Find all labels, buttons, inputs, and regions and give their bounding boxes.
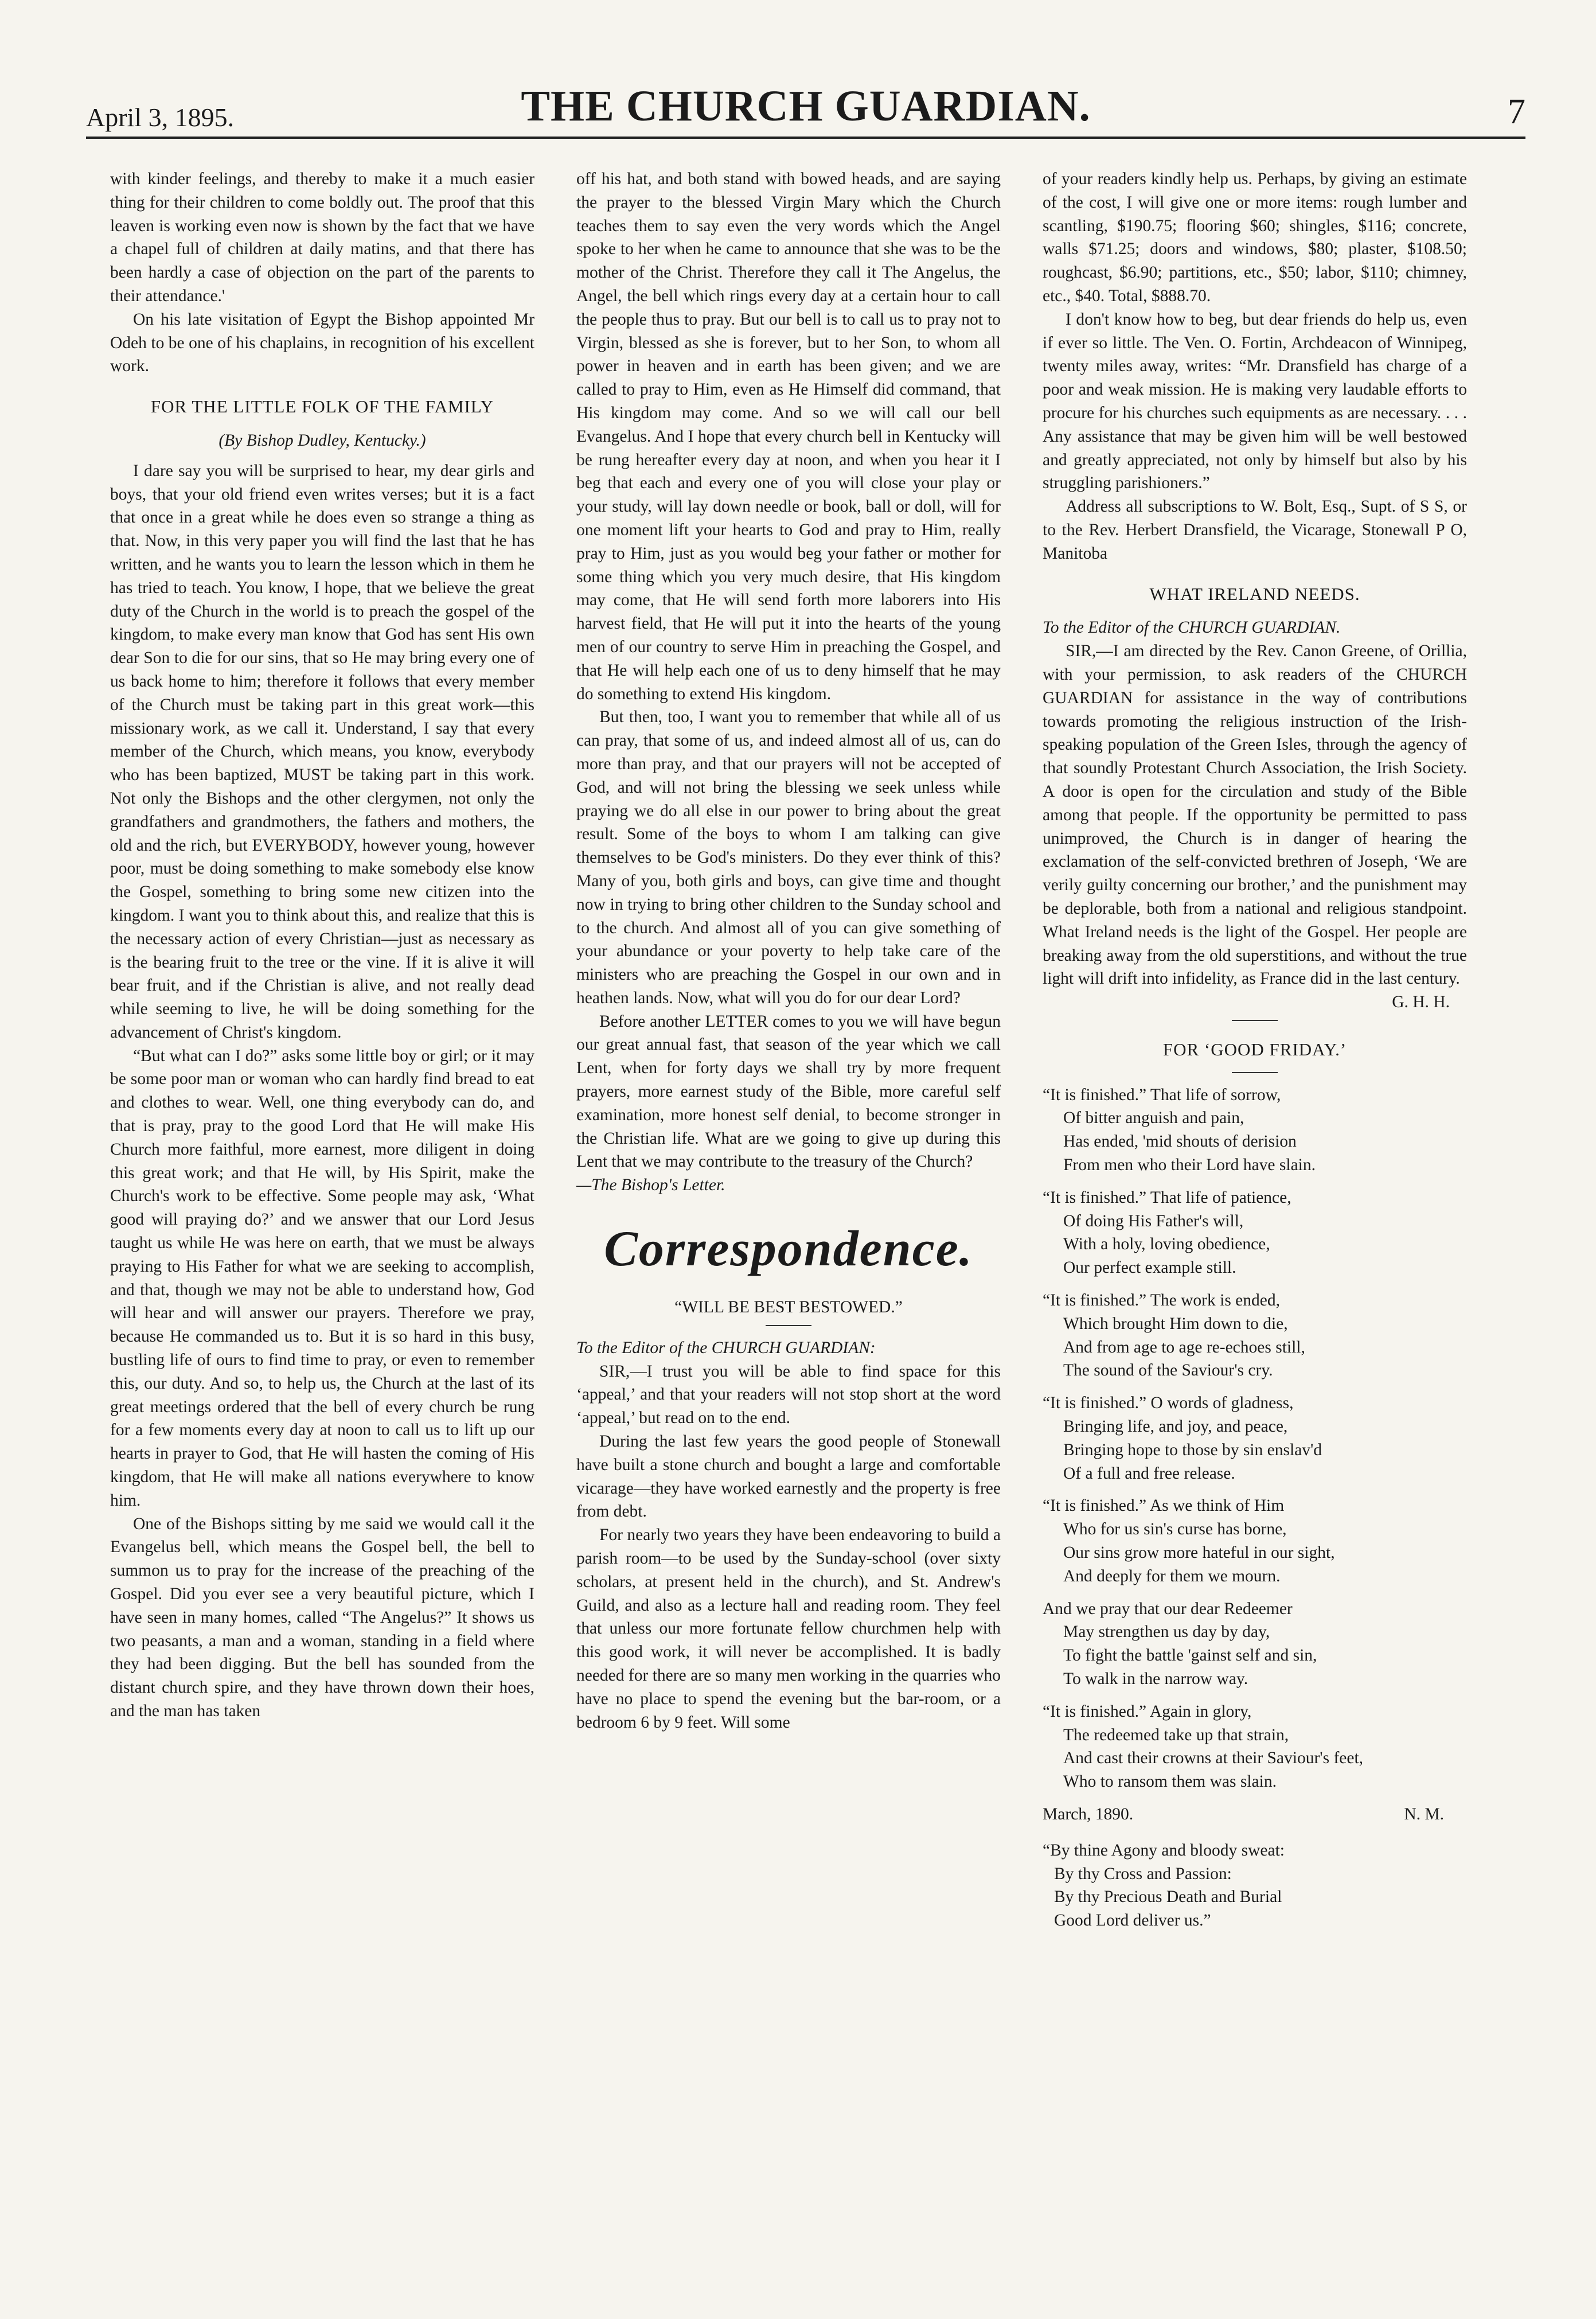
article-byline: (By Bishop Dudley, Kentucky.) — [218, 431, 426, 450]
poem-stanza — [1043, 1186, 1467, 1280]
poem-line: The sound of the Saviour's cry. — [1063, 1361, 1273, 1380]
poem-date: March, 1890. — [1043, 1805, 1134, 1823]
divider — [766, 1325, 811, 1326]
poem-stanza — [1043, 1597, 1467, 1691]
divider — [1232, 1020, 1278, 1021]
poem-line: “It is finished.” As we think of Him — [1043, 1496, 1285, 1515]
newspaper-title: THE CHURCH GUARDIAN. — [521, 82, 1091, 130]
paragraph: I don't know how to beg, but dear friends do help us, even if ever so little. The Ven. O. Fortin, Archdeacon of Winnipeg, twenty miles away, writes: “Mr. Dransfield has charge of a poor and weak mission. He is making very laudable efforts to procure for his churches such equipments as are necessary. . . . Any assistance that may be given him will be well bestowed and greatly appreciated, not only by himself but also by his struggling parishioners.” — [1043, 310, 1467, 493]
poem-line: Bringing hope to those by sin enslav'd — [1063, 1440, 1322, 1459]
masthead-rule — [86, 137, 1525, 139]
paragraph: On his late visitation of Egypt the Bishop appointed Mr Odeh to be one of his chaplains, in recognition of his excellent work. — [110, 310, 534, 376]
masthead — [86, 69, 1525, 138]
poem-line: “It is finished.” That life of sorrow, — [1043, 1085, 1281, 1104]
poem-line: Has ended, 'mid shouts of derision — [1063, 1132, 1297, 1151]
divider — [1232, 1072, 1278, 1073]
section-heading-correspondence: Correspondence. — [604, 1221, 973, 1277]
poem-line: Who to ransom them was slain. — [1063, 1772, 1277, 1791]
litany-line: By thy Cross and Passion: — [1054, 1864, 1232, 1883]
poem-line: And deeply for them we mourn. — [1063, 1566, 1281, 1585]
poem-line: To fight the battle 'gainst self and sin, — [1063, 1646, 1317, 1665]
paragraph: of your readers kindly help us. Perhaps, by giving an estimate of the cost, I will give one or more items: rough lumber and scantling, $190.75; flooring $60; shingles, $116; concrete, walls $71.25; doors and windows, $80; plaster, $108.50; roughcast, $6.90; partitions, etc., $50; labor, $110; chimney, etc., $40. Total, $888.70. — [1043, 170, 1467, 305]
poem-line: Our sins grow more hateful in our sight, — [1063, 1544, 1335, 1562]
article-heading: WHAT IRELAND NEEDS. — [1149, 583, 1360, 604]
column-1 — [110, 167, 534, 1723]
paragraph: One of the Bishops sitting by me said we would call it the Evangelus bell, which means the Gospel bell, the bell to summon us to pray for the increase of the preaching of the Gospel. Did you ever see a very beautiful picture, which I have seen in many homes, called “The Angelus?” It shows us two peasants, a man and a woman, standing in a field where they had been digging. But the bell has sounded from the distant church spire, and they have thrown down their hoes, and the man has taken — [110, 1514, 534, 1720]
paragraph: I dare say you will be surprised to hear, my dear girls and boys, that your old friend even writes verses; but it is a fact that once in a great while he does even so strange a thing as that. Now, in this very paper you will find the last that he has written, and he wants you to learn the lesson which in them he has tried to teach. You know, I hope, that we believe the great duty of the Church in the world is to preach the gospel of the kingdom, to make every man know that God has sent His own dear Son to die for our sins, that so He may bring every one of us back home to him; therefore it follows that every member of the Church must be taking part in this great work—this missionary work, as we call it. Understand, I say that every member of the Church, which means, you know, everybody who has been baptized, MUST be taking part in this work. Not only the Bishops and the other clergymen, not only the grandfathers and grandmothers, the fathers and mothers, the old and the rich, but EVERYBODY, however young, however poor, must be doing something to make somebody else know the Gospel, something to bring some new citizen into the kingdom. I want you to think about this, and realize that this is the necessary action of every Christian—just as necessary as is the bearing fruit to the tree or the vine. If it is alive it will bear fruit, and if the Christian is alive, and not really dead while seeming to live, he will be doing something for the advancement of Christ's kingdom. — [110, 461, 534, 1042]
paragraph: Address all subscriptions to W. Bolt, Esq., Supt. of S S, or to the Rev. Herbert Dransfield, the Vicarage, Stonewall P O, Manitoba — [1043, 497, 1467, 563]
issue-date: April 3, 1895. — [86, 103, 235, 132]
paragraph: SIR,—I am directed by the Rev. Canon Greene, of Orillia, with your permission, to ask readers of the CHURCH GUARDIAN for assistance in the way of contributions towards promoting the religious instruction of the Irish-speaking population of the Green Isles, through the agency of that soundly Protestant Church Association, the Irish Society. A door is open for the circulation and study of the Bible among that people. If the opportunity be permitted to pass unimproved, the Church is in danger of hearing the exclamation of the self-convicted brethren of Joseph, ‘We are verily guilty concerning our brother,’ and the punishment may be deplorable, both from a national and religious standpoint. What Ireland needs is the light of the Gospel. Her people are breaking away from the old superstitions, and without the true light will drift into infidelity, as France did in the last century. — [1043, 642, 1467, 988]
poem-line: “It is finished.” The work is ended, — [1043, 1291, 1280, 1310]
poem-line: Of bitter anguish and pain, — [1063, 1109, 1244, 1128]
poem-line: “It is finished.” O words of gladness, — [1043, 1394, 1294, 1413]
litany-line: Good Lord deliver us.” — [1054, 1911, 1211, 1930]
letter-salutation: To the Editor of the CHURCH GUARDIAN. — [1043, 618, 1341, 637]
poem-heading: FOR ‘GOOD FRIDAY.’ — [1162, 1039, 1347, 1059]
paragraph: But then, too, I want you to remember that while all of us can pray, that some of us, and indeed almost all of us, can do more than pray, and that our prayers will not be accepted of God, and will not bring the blessing we seek unless while praying we do all else in our power to bring about the great result. Some of the boys to whom I am talking can give themselves to be God's ministers. Do they ever think of this? Many of you, both girls and boys, can give time and thought now in trying to bring other children to the Sunday school and to the church. And almost all of you can give something of your abundance or your poverty to help take care of the ministers who are preaching the Gospel in our own and in heathen lands. Now, what will you do for our dear Lord? — [576, 708, 1001, 1007]
paragraph: During the last few years the good people of Stonewall have built a stone church and bought a large and comfortable vicarage—they have worked earnestly and the property is free from debt. — [576, 1432, 1001, 1521]
poem-line: And from age to age re-echoes still, — [1063, 1338, 1305, 1357]
litany-line: “By thine Agony and bloody sweat: — [1043, 1841, 1285, 1860]
letter-signature: G. H. H. — [1392, 993, 1450, 1012]
page-number: 7 — [1508, 92, 1525, 131]
letter-signature: —The Bishop's Letter. — [576, 1176, 725, 1195]
poem-stanza — [1043, 1494, 1467, 1588]
poem-line: With a holy, loving obedience, — [1063, 1235, 1270, 1254]
paragraph: SIR,—I trust you will be able to find space for this ‘appeal,’ and that your readers will not stop short at the word ‘appeal,’ but read on to the end. — [576, 1362, 1001, 1428]
poem-line: Our perfect example still. — [1063, 1258, 1236, 1277]
poem-author: N. M. — [1404, 1805, 1444, 1823]
poem-line: Which brought Him down to die, — [1063, 1314, 1288, 1333]
paragraph: For nearly two years they have been endeavoring to build a parish room—to be used by the Sunday-school (over sixty scholars, at present held in the church), and St. Andrew's Guild, and also as a lecture hall and reading room. They feel that unless our more fortunate fellow churchmen help with this good work, it will never be accomplished. It is badly needed for there are so many men working in the quarries who have no place to spend the evening but the bar-room, or a bedroom 6 by 9 feet. Will some — [576, 1526, 1001, 1732]
article-heading: FOR THE LITTLE FOLK OF THE FAMILY — [150, 396, 494, 417]
poem-line: “It is finished.” That life of patience, — [1043, 1188, 1291, 1207]
paragraph: with kinder feelings, and thereby to make it a much easier thing for their children to come boldly out. The proof that this leaven is working even now is shown by the fact that we have a chapel full of children at daily matins, and that there has been hardly a case of objection on the part of the parents to their attendance.' — [110, 170, 534, 305]
poem-stanza — [1043, 1084, 1467, 1177]
poem-line: To walk in the narrow way. — [1063, 1670, 1248, 1689]
column-3 — [1043, 167, 1467, 1932]
poem-line: Who for us sin's curse has borne, — [1063, 1520, 1287, 1539]
column-2 — [576, 167, 1001, 1734]
poem-stanza — [1043, 1700, 1467, 1794]
poem-line: Of a full and free release. — [1063, 1464, 1235, 1483]
poem-line: Bringing life, and joy, and peace, — [1063, 1417, 1288, 1436]
poem-line: The redeemed take up that strain, — [1063, 1725, 1289, 1744]
poem-line: And cast their crowns at their Saviour's feet, — [1063, 1749, 1364, 1768]
poem-line: “It is finished.” Again in glory, — [1043, 1702, 1252, 1721]
poem-line: Of doing His Father's will, — [1063, 1211, 1244, 1230]
litany — [1043, 1839, 1467, 1932]
poem-line: May strengthen us day by day, — [1063, 1623, 1270, 1642]
poem-stanza — [1043, 1289, 1467, 1382]
poem-stanza — [1043, 1392, 1467, 1485]
poem — [1043, 1084, 1467, 1794]
poem-line: And we pray that our dear Redeemer — [1043, 1599, 1293, 1618]
paragraph: “But what can I do?” asks some little boy or girl; or it may be some poor man or woman who can hardly find bread to eat and clothes to wear. Well, one thing everybody can do, and that is pray, pray to the good Lord that He will make His Church more faithful, more earnest, more diligent in doing this great work; and that He will, by His Spirit, make the Church's work to be effective. Some people may ask, ‘What good will praying do?’ and we answer that our Lord Jesus taught us while He was here on earth, that we must be always praying to His Father for what we are seeking to accomplish, and that, though we may not be able to understand how, God will hear and will answer our prayers. Therefore we pray, because He commanded us to. But it is so hard in this busy, bustling life of ours to find time to pray, or even to remember this, our duty. And so, to help us, the Church at the last of its great meetings ordered that the bell of every church be rung for a few moments every day at noon to call us to lift up our hearts in prayer to God, that He will hasten the coming of His kingdom, that He will make all nations everywhere to know him. — [110, 1046, 534, 1510]
letter-title: “WILL BE BEST BESTOWED.” — [674, 1298, 903, 1317]
paragraph: Before another LETTER comes to you we will have begun our great annual fast, that season of the year which we call Lent, when for forty days we shall try by more frequent prayers, more earnest study of the Bible, more careful self examination, more honest self denial, to become stronger in the Christian life. What are we going to give up during this Lent that we may contribute to the treasury of the Church? — [576, 1012, 1001, 1171]
poem-line: From men who their Lord have slain. — [1063, 1156, 1316, 1175]
litany-line: By thy Precious Death and Burial — [1054, 1888, 1282, 1907]
letter-salutation: To the Editor of the CHURCH GUARDIAN: — [576, 1338, 876, 1357]
paragraph: off his hat, and both stand with bowed heads, and are saying the prayer to the blessed Virgin Mary which the Church teaches them to say even the very words which the Angel spoke to her when he came to announce that she was to be the mother of the Christ. Therefore they call it The Angelus, the Angel, the bell which rings every day at a certain hour to call the people thus to pray. But our bell is to call us to pray not to Virgin, blessed as she is forever, but to her Son, to whom all power in heaven and in earth has been given; and we are called to pray to Him, even as He Himself did command, that His kingdom may come. And so we will call our bell Evangelus. And I hope that every church bell in Kentucky will be rung hereafter every day at noon, and when you hear it I beg that each and every one of you will close your play or your study, will lay down needle or book, ball or doll, will for one moment lift your hearts to God and pray to Him, really pray to Him, just as you would beg your father or mother for some thing which you very much desire, that His kingdom may come, that He will send forth more laborers into His harvest field, that He will put it into the hearts of the young men of our country to serve Him in preaching the Gospel, and that He will help each one of us to deny himself that he may do something to extend His kingdom. — [576, 170, 1001, 703]
poem-signature — [1043, 1803, 1467, 1826]
